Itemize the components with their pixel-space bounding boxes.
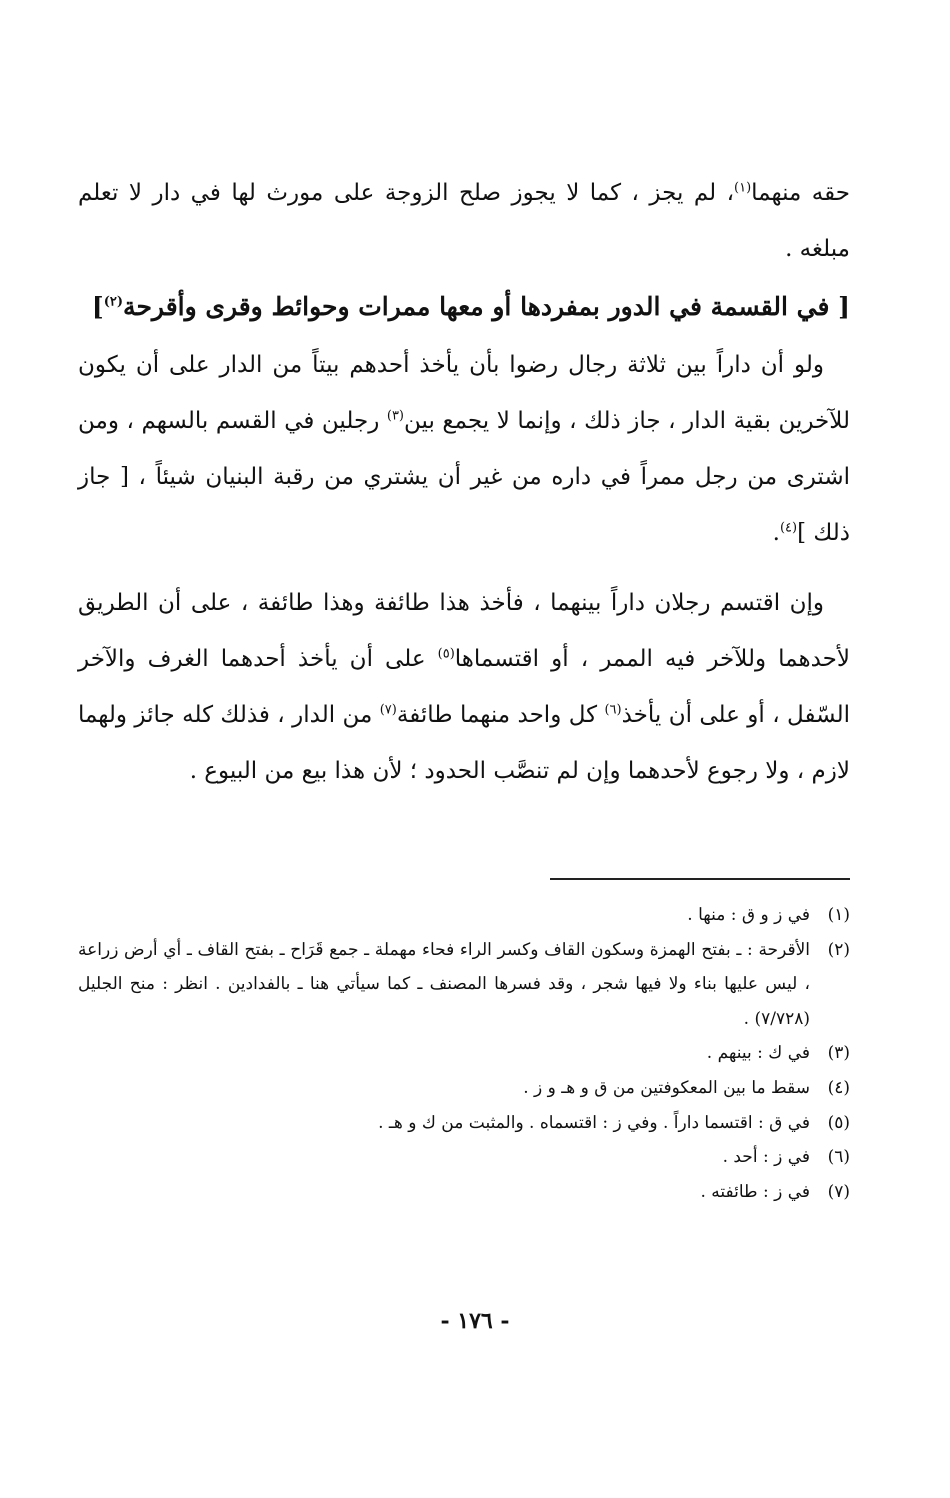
section-heading: [ في القسمة في الدور بمفردها أو معها ممرات وحوائط وقرى وأقرحة$^{(٢)}$]	[91, 292, 850, 321]
paragraph-1: حقه منهما$^{(١)}$، لم يجز ، كما لا يجوز صلح الزوجة على مورث لها في دار لا تعلم مبلغه .	[78, 180, 850, 262]
footnote-text: في ز : طائفته .	[700, 1181, 810, 1202]
footnote-item	[78, 1106, 850, 1141]
footnote-item	[78, 1036, 850, 1071]
footnote-item	[78, 898, 850, 933]
footnote-text: في ق : اقتسما داراً . وفي ز : اقتسماه . والمثبت من ك و هـ .	[378, 1112, 810, 1133]
main-text	[78, 165, 850, 799]
footnote-item	[78, 1175, 850, 1210]
paragraph-gap	[78, 561, 850, 575]
footnote-number: (٤)	[827, 1077, 850, 1098]
footnote-ref-1: (١)	[734, 180, 752, 196]
footnote-number: (٦)	[827, 1147, 850, 1168]
footnote-item	[78, 1140, 850, 1175]
footnote-item	[78, 1071, 850, 1106]
footnote-text: الأقرحة : ـ بفتح الهمزة وسكون القاف وكسر الراء فحاء مهملة ـ جمع قَرَاح ـ بفتح القاف ـ أي أرض زراعة ، ليس عليها بناء ولا فيها شجر ، وقد فسرها المصنف ـ كما سيأتي هنا ـ بالفدادين . انظر : منح الجليل (٧/٧٢٨) .	[78, 939, 810, 1029]
footnote-number: (٢)	[827, 939, 850, 960]
footnote-number: (٧)	[827, 1181, 850, 1202]
footnote-number: (٣)	[827, 1043, 850, 1064]
paragraph-3: وإن اقتسم رجلان داراً بينهما ، فأخذ هذا طائفة وهذا طائفة ، على أن الطريق لأحدهما وللآخر فيه الممر ، أو اقتسماها$^{(٥)}$ على أن يأخذ أحدهما الغرف والآخر السّفل ، أو على أن يأخذ$^{(٦)}$ كل واحد منهما طائفة$^{(٧)}$ من الدار ، فذلك كله جائز ولهما لازم ، ولا رجوع لأحدهما وإن لم تنصَّب الحدود ؛ لأن هذا بيع من البيوع .	[78, 590, 850, 784]
footnote-ref-7: (٧)	[379, 702, 397, 718]
footnotes-list	[78, 898, 850, 1209]
footnote-ref-5: (٥)	[437, 646, 455, 662]
footnote-ref-6: (٦)	[604, 702, 622, 718]
footnote-text: في ز : أحد .	[722, 1147, 810, 1168]
footnote-text: سقط ما بين المعكوفتين من ق و هـ و ز .	[523, 1077, 810, 1098]
page-number: - ١٧٦ -	[440, 1308, 510, 1334]
footnote-ref-3: (٣)	[386, 408, 404, 424]
footnote-number: (١)	[827, 905, 850, 925]
footnote-ref-4: (٤)	[779, 520, 798, 536]
footnote-ref-2: (٢)	[103, 294, 124, 310]
paragraph-2: ولو أن داراً بين ثلاثة رجال رضوا بأن يأخذ أحدهم بيتاً من الدار على أن يكون للآخرين بقية الدار ، جاز ذلك ، وإنما لا يجمع بين$^{(٣)}$ رجلين في القسم بالسهم ، ومن اشترى من رجل ممراً في داره من غير أن يشتري من رقبة البنيان شيئاً ، [ جاز ذلك ]$^{(٤)}$.	[78, 352, 850, 546]
footnote-text: في ز و ق : منها .	[687, 905, 810, 925]
footnote-item	[78, 933, 850, 1037]
footnote-text: في ك : بينهم .	[706, 1043, 810, 1064]
footnote-separator	[550, 878, 850, 880]
footnote-number: (٥)	[827, 1112, 850, 1133]
